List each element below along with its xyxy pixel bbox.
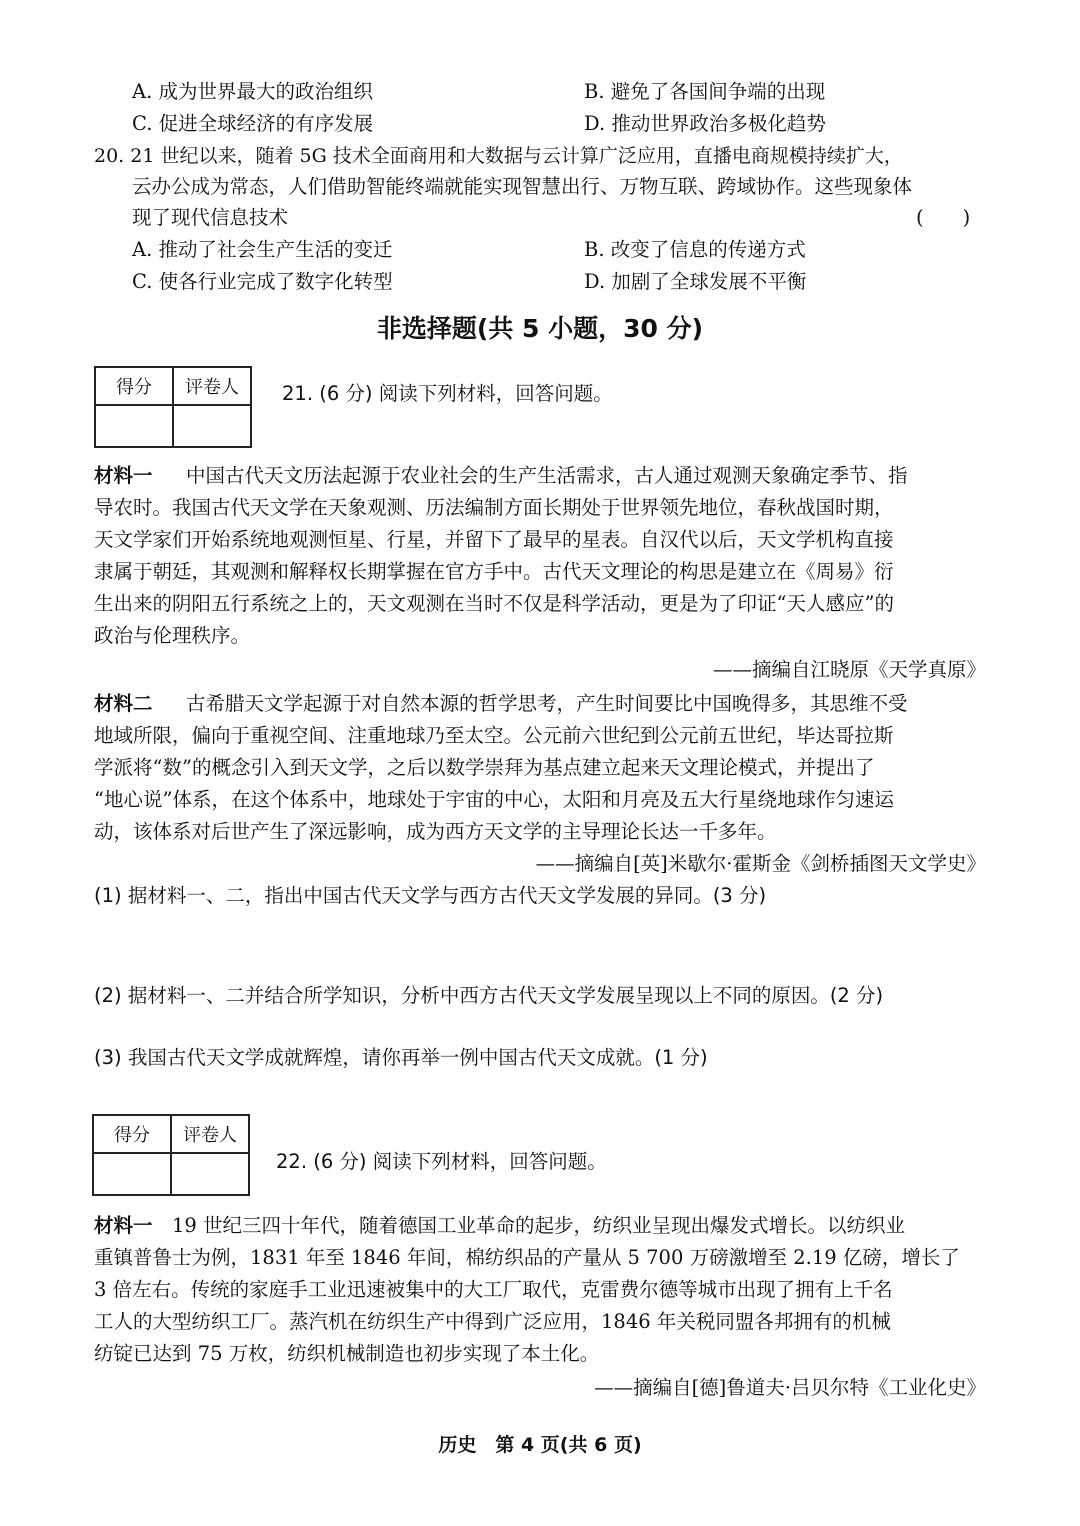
q20-option-b: B. 改变了信息的传递方式 <box>584 238 806 261</box>
q22-heading: 22. (6 分) 阅读下列材料，回答问题。 <box>276 1150 607 1173</box>
q21-material-1-line: 中国古代天文历法起源于农业社会的生产生活需求，古人通过观测天象确定季节、指 <box>186 464 908 487</box>
q21-material-1-line: 生出来的阴阳五行系统之上的，天文观测在当时不仅是科学活动，更是为了印证“天人感应”的 <box>94 592 894 615</box>
score-header: 得分 <box>93 1115 171 1153</box>
q21-material-2-label: 材料二 <box>94 692 153 715</box>
q22-material-1-line: 19 世纪三四十年代，随着德国工业革命的起步，纺织业呈现出爆发式增长。以纺织业 <box>172 1214 906 1237</box>
q21-material-1-line: 天文学家们开始系统地观测恒星、行星，并留下了最早的星表。自汉代以后，天文学机构直接 <box>94 528 894 551</box>
score-cell <box>95 405 173 447</box>
score-header: 得分 <box>95 367 173 405</box>
grader-cell <box>171 1153 249 1195</box>
q22-material-1-line: 3 倍左右。传统的家庭手工业迅速被集中的大工厂取代，克雷费尔德等城市出现了拥有上千名 <box>94 1278 893 1301</box>
q21-material-1-source: ——摘编自江晓原《天学真原》 <box>712 658 986 681</box>
q21-score-table <box>94 366 252 448</box>
q21-heading: 21. (6 分) 阅读下列材料，回答问题。 <box>282 382 613 405</box>
q21-material-2-line: 地域所限，偏向于重视空间、注重地球乃至太空。公元前六世纪到公元前五世纪，毕达哥拉斯 <box>94 724 894 747</box>
q22-material-1-line: 重镇普鲁士为例，1831 年至 1846 年间，棉纺织品的产量从 5 700 万磅激增至 2.19 亿磅，增长了 <box>94 1246 960 1269</box>
q21-material-2-line: 动，该体系对后世产生了深远影响，成为西方天文学的主导理论长达一千多年。 <box>94 820 777 843</box>
q21-sub-question-1: (1) 据材料一、二，指出中国古代天文学与西方古代天文学发展的异同。(3 分) <box>94 884 767 907</box>
q21-material-1-line: 导农时。我国古代天文学在天象观测、历法编制方面长期处于世界领先地位，春秋战国时期， <box>94 496 894 519</box>
q20-option-d: D. 加剧了全球发展不平衡 <box>584 270 807 293</box>
q21-sub-question-3: (3) 我国古代天文学成就辉煌，请你再举一例中国古代天文成就。(1 分) <box>94 1046 708 1069</box>
q22-material-1-line: 纺锭已达到 75 万枚，纺织机械制造也初步实现了本土化。 <box>94 1342 600 1365</box>
q19-option-d: D. 推动世界政治多极化趋势 <box>584 112 826 135</box>
q20-stem-line-2: 云办公成为常态，人们借助智能终端就能实现智慧出行、万物互联、跨域协作。这些现象体 <box>132 175 913 198</box>
q21-material-2-source: ——摘编自[英]米歇尔·霍斯金《剑桥插图天文学史》 <box>535 852 986 875</box>
q21-material-1-line: 政治与伦理秩序。 <box>94 624 251 647</box>
q21-sub-question-2: (2) 据材料一、二并结合所学知识，分析中西方古代天文学发展呈现以上不同的原因。(2 分) <box>94 984 884 1007</box>
q22-material-1-source: ——摘编自[德]鲁道夫·吕贝尔特《工业化史》 <box>594 1376 986 1399</box>
q20-option-a: A. 推动了社会生产生活的变迁 <box>132 238 393 261</box>
grader-header: 评卷人 <box>173 367 251 405</box>
grader-header: 评卷人 <box>171 1115 249 1153</box>
q22-material-1-label: 材料一 <box>94 1214 153 1237</box>
q19-option-a: A. 成为世界最大的政治组织 <box>132 80 373 103</box>
score-cell <box>93 1153 171 1195</box>
section-title: 非选择题(共 5 小题，30 分) <box>376 314 704 343</box>
page-footer: 历史 第 4 页(共 6 页) <box>438 1434 642 1456</box>
q21-material-1-label: 材料一 <box>94 464 153 487</box>
q22-material-1-line: 工人的大型纺织工厂。蒸汽机在纺织生产中得到广泛应用，1846 年关税同盟各邦拥有的机械 <box>94 1310 891 1333</box>
grader-cell <box>173 405 251 447</box>
q21-material-2-line: 学派将“数”的概念引入到天文学，之后以数学崇拜为基点建立起来天文理论模式，并提出了 <box>94 756 875 779</box>
q19-option-b: B. 避免了各国间争端的出现 <box>584 80 826 103</box>
q21-material-1-line: 隶属于朝廷，其观测和解释权长期掌握在官方手中。古代天文理论的构思是建立在《周易》衍 <box>94 560 894 583</box>
q22-score-table <box>92 1114 250 1196</box>
q20-stem-line-1: 20. 21 世纪以来，随着 5G 技术全面商用和大数据与云计算广泛应用，直播电商规模持续扩大， <box>94 145 903 167</box>
q20-answer-bracket: ( ) <box>916 206 971 229</box>
q20-option-c: C. 使各行业完成了数字化转型 <box>132 270 393 293</box>
q20-stem-line-3: 现了现代信息技术 <box>132 206 289 229</box>
q21-material-2-line: “地心说”体系，在这个体系中，地球处于宇宙的中心，太阳和月亮及五大行星绕地球作匀速运 <box>94 788 894 811</box>
q21-material-2-line: 古希腊天文学起源于对自然本源的哲学思考，产生时间要比中国晚得多，其思维不受 <box>186 692 908 715</box>
q19-option-c: C. 促进全球经济的有序发展 <box>132 112 374 135</box>
